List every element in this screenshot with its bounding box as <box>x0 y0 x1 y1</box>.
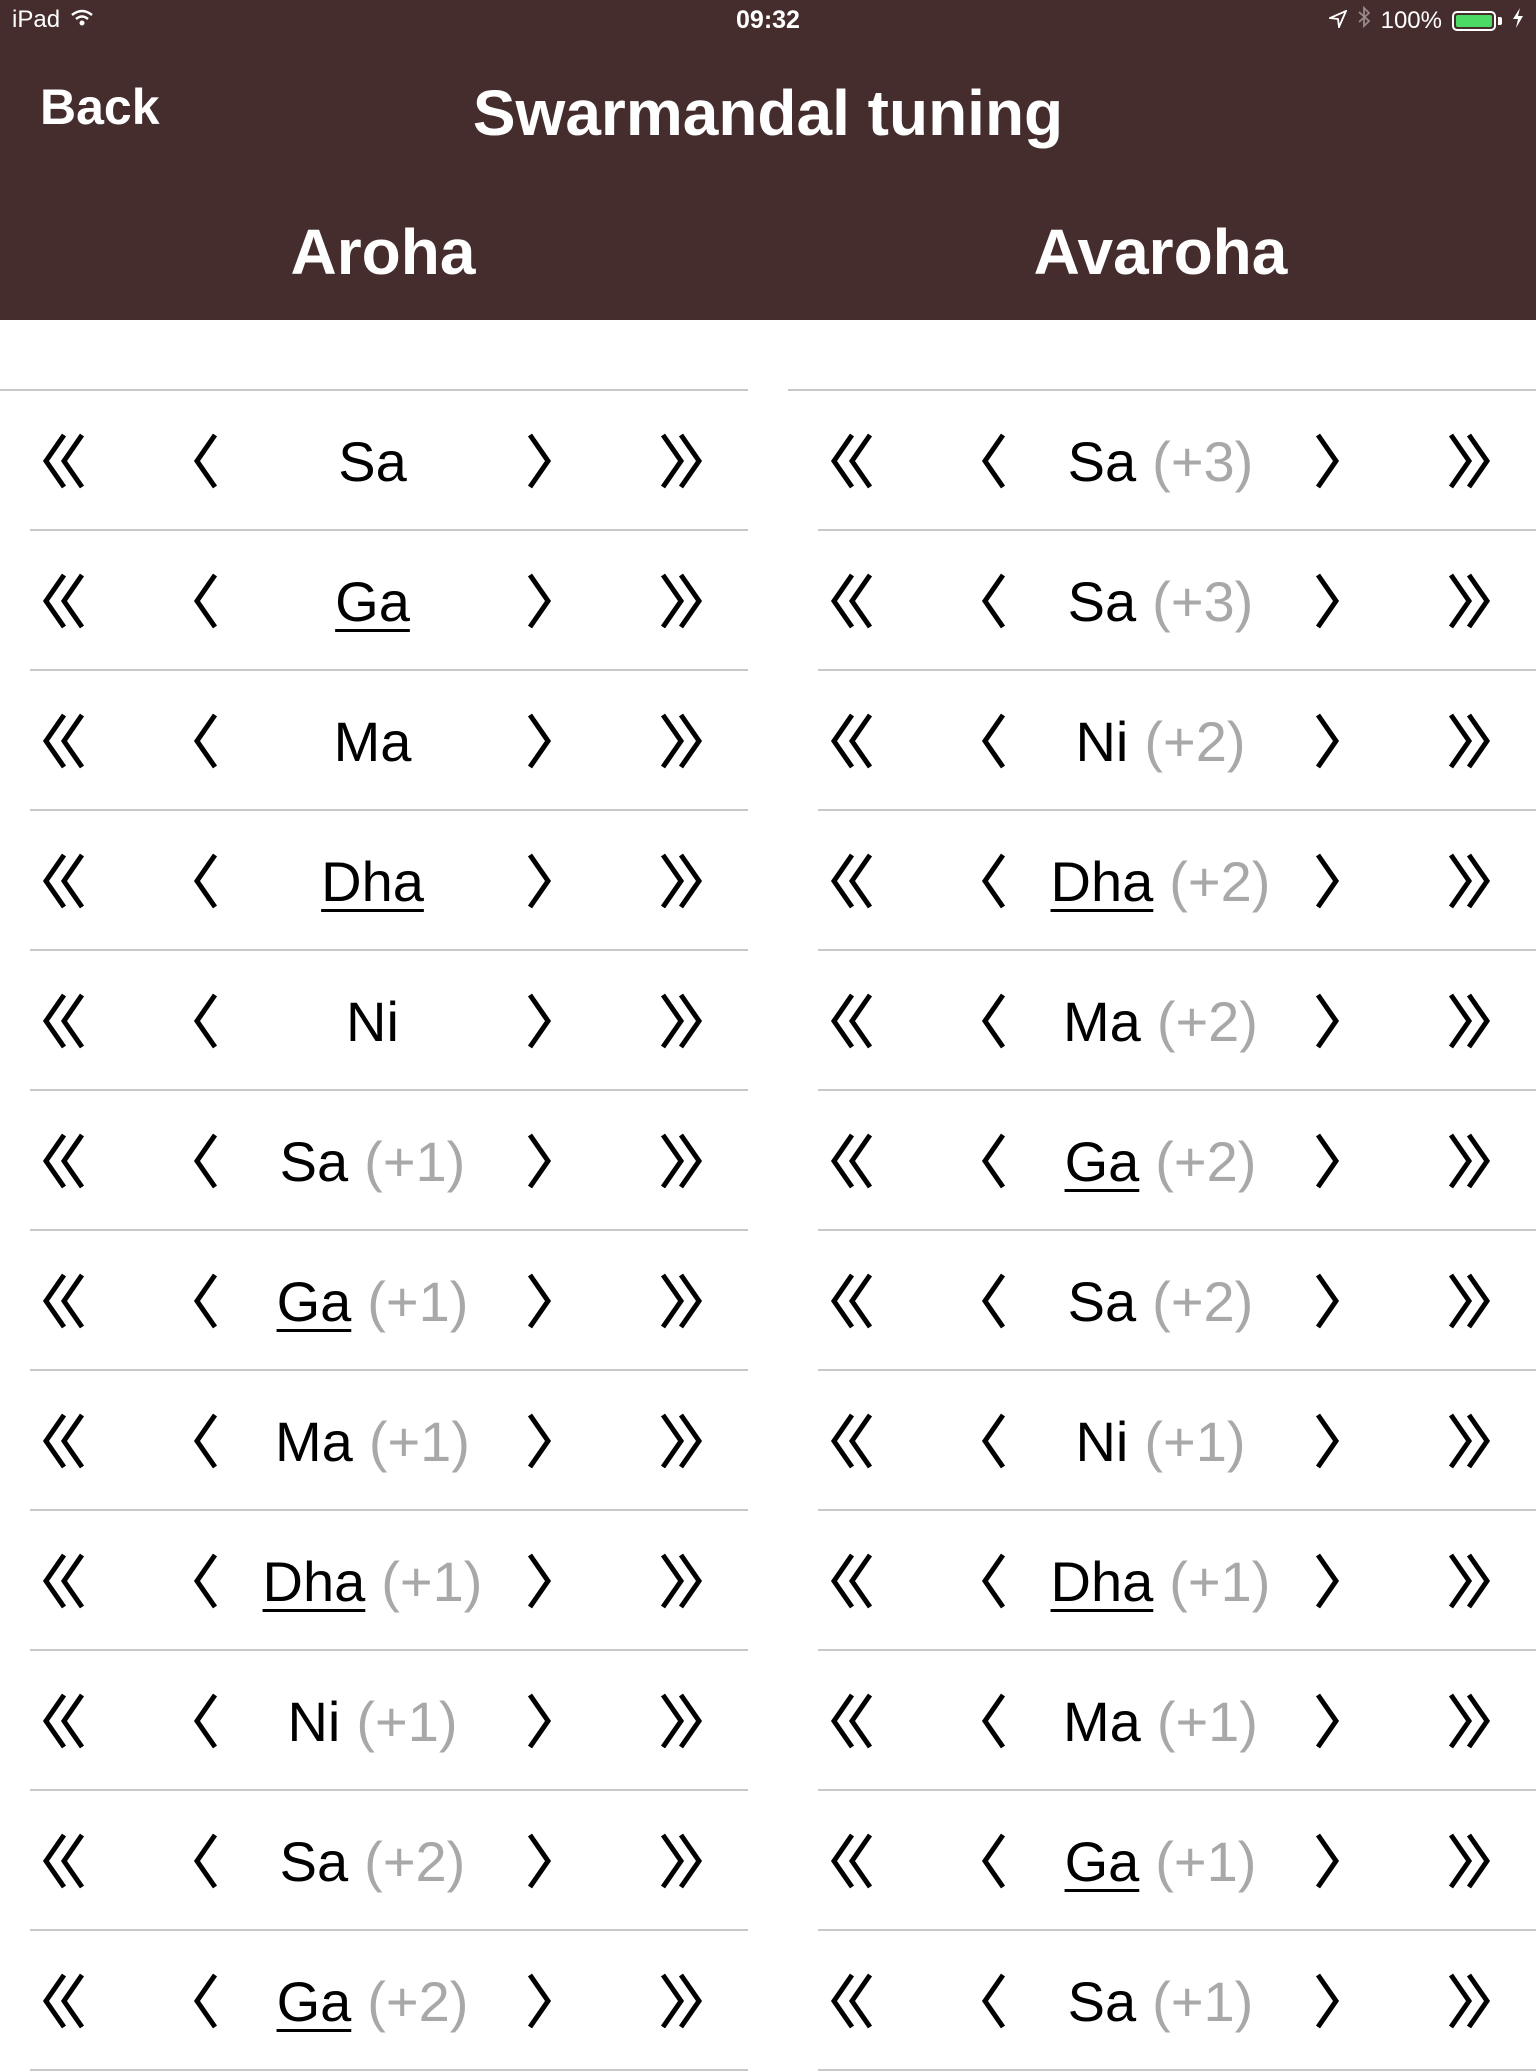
chevron-right-icon[interactable] <box>495 391 585 531</box>
note-name: Sa <box>1067 569 1137 633</box>
back-button[interactable]: Back <box>40 79 160 135</box>
aroha-row <box>0 391 748 531</box>
double-chevron-right-icon[interactable] <box>1423 811 1513 951</box>
double-chevron-left-icon[interactable] <box>808 671 898 811</box>
aroha-row <box>0 1931 748 2071</box>
chevron-left-icon[interactable] <box>948 811 1038 951</box>
avaroha-row <box>788 1511 1536 1651</box>
chevron-left-icon[interactable] <box>948 1371 1038 1511</box>
double-chevron-right-icon[interactable] <box>1423 531 1513 671</box>
chevron-left-icon[interactable] <box>948 951 1038 1091</box>
double-chevron-left-icon[interactable] <box>808 1651 898 1791</box>
chevron-right-icon[interactable] <box>1283 1651 1373 1791</box>
aroha-row <box>0 1371 748 1511</box>
double-chevron-right-icon[interactable] <box>635 531 725 671</box>
octave-shift: (+2) <box>1169 849 1271 913</box>
double-chevron-right-icon[interactable] <box>635 1371 725 1511</box>
note-label <box>1028 531 1293 671</box>
octave-shift: (+1) <box>1169 1549 1271 1613</box>
note-name: Sa <box>1067 1269 1137 1333</box>
status-time: 09:32 <box>736 6 800 34</box>
note-name: Sa <box>1067 1969 1137 2033</box>
octave-shift: (+1) <box>1144 1409 1246 1473</box>
chevron-left-icon[interactable] <box>160 1791 250 1931</box>
note-label <box>240 951 505 1091</box>
double-chevron-left-icon[interactable] <box>808 1091 898 1231</box>
double-chevron-left-icon[interactable] <box>20 1931 110 2071</box>
chevron-right-icon[interactable] <box>495 531 585 671</box>
double-chevron-right-icon[interactable] <box>635 811 725 951</box>
note-label <box>240 1931 505 2071</box>
octave-shift: (+2) <box>364 1829 466 1893</box>
chevron-right-icon[interactable] <box>495 1371 585 1511</box>
note-name: Dha <box>1050 1549 1154 1613</box>
note-label <box>1028 1231 1293 1371</box>
chevron-right-icon[interactable] <box>1283 391 1373 531</box>
double-chevron-right-icon[interactable] <box>1423 1371 1513 1511</box>
note-name: Ga <box>1064 1129 1140 1193</box>
note-name: Sa <box>1067 429 1137 493</box>
chevron-right-icon[interactable] <box>495 811 585 951</box>
note-label <box>240 1371 505 1511</box>
double-chevron-left-icon[interactable] <box>808 1231 898 1371</box>
octave-shift: (+1) <box>364 1129 466 1193</box>
octave-shift: (+1) <box>1156 1689 1258 1753</box>
chevron-right-icon[interactable] <box>1283 811 1373 951</box>
note-name: Dha <box>1050 849 1154 913</box>
double-chevron-right-icon[interactable] <box>635 391 725 531</box>
avaroha-row <box>788 1791 1536 1931</box>
double-chevron-right-icon[interactable] <box>635 1931 725 2071</box>
chevron-right-icon[interactable] <box>1283 1091 1373 1231</box>
note-label <box>240 391 505 531</box>
chevron-left-icon[interactable] <box>160 1651 250 1791</box>
battery-percent: 100% <box>1380 6 1442 34</box>
note-label <box>240 1091 505 1231</box>
note-name: Ma <box>275 1409 353 1473</box>
chevron-left-icon[interactable] <box>160 951 250 1091</box>
note-name: Ni <box>1075 1409 1129 1473</box>
double-chevron-right-icon[interactable] <box>1423 1511 1513 1651</box>
device-label: iPad <box>12 6 61 33</box>
aroha-row <box>0 531 748 671</box>
chevron-right-icon[interactable] <box>495 1651 585 1791</box>
chevron-left-icon[interactable] <box>948 1931 1038 2071</box>
double-chevron-left-icon[interactable] <box>808 811 898 951</box>
chevron-left-icon[interactable] <box>160 811 250 951</box>
octave-shift: (+2) <box>1156 989 1258 1053</box>
battery-tip <box>1498 17 1502 25</box>
avaroha-row <box>788 1651 1536 1791</box>
chevron-left-icon[interactable] <box>160 1091 250 1231</box>
double-chevron-right-icon[interactable] <box>1423 1791 1513 1931</box>
octave-shift: (+2) <box>1152 1269 1254 1333</box>
chevron-left-icon[interactable] <box>948 1791 1038 1931</box>
avaroha-row <box>788 1091 1536 1231</box>
chevron-left-icon[interactable] <box>160 531 250 671</box>
note-label <box>1028 1791 1293 1931</box>
chevron-left-icon[interactable] <box>948 1651 1038 1791</box>
note-label <box>240 1511 505 1651</box>
note-name: Ga <box>276 1269 352 1333</box>
double-chevron-left-icon[interactable] <box>20 671 110 811</box>
bluetooth-icon <box>1357 6 1371 35</box>
octave-shift: (+3) <box>1152 429 1254 493</box>
octave-shift: (+1) <box>368 1409 470 1473</box>
avaroha-header: Avaroha <box>1033 216 1288 288</box>
double-chevron-right-icon[interactable] <box>1423 1091 1513 1231</box>
chevron-left-icon[interactable] <box>948 1231 1038 1371</box>
chevron-left-icon[interactable] <box>948 1511 1038 1651</box>
double-chevron-right-icon[interactable] <box>635 1791 725 1931</box>
note-name: Ni <box>287 1689 341 1753</box>
note-name: Ni <box>1075 709 1129 773</box>
avaroha-row <box>788 1931 1536 2071</box>
status-bar-right <box>1329 6 1524 35</box>
chevron-right-icon[interactable] <box>1283 951 1373 1091</box>
chevron-right-icon[interactable] <box>1283 531 1373 671</box>
chevron-left-icon[interactable] <box>948 391 1038 531</box>
aroha-row <box>0 951 748 1091</box>
octave-shift: (+2) <box>367 1969 469 2033</box>
chevron-right-icon[interactable] <box>1283 1931 1373 2071</box>
double-chevron-left-icon[interactable] <box>808 1931 898 2071</box>
header-bar <box>0 0 1536 320</box>
note-label <box>1028 951 1293 1091</box>
double-chevron-right-icon[interactable] <box>635 951 725 1091</box>
double-chevron-right-icon[interactable] <box>635 1651 725 1791</box>
aroha-row <box>0 1231 748 1371</box>
battery-icon <box>1452 11 1496 31</box>
chevron-right-icon[interactable] <box>495 1511 585 1651</box>
aroha-row <box>0 1091 748 1231</box>
note-label <box>1028 1931 1293 2071</box>
double-chevron-left-icon[interactable] <box>20 1091 110 1231</box>
note-label <box>1028 811 1293 951</box>
note-name: Sa <box>279 1829 349 1893</box>
octave-shift: (+2) <box>1155 1129 1257 1193</box>
double-chevron-left-icon[interactable] <box>808 1791 898 1931</box>
note-name: Ma <box>333 709 412 773</box>
aroha-row <box>0 1651 748 1791</box>
note-name: Ni <box>346 989 399 1053</box>
chevron-right-icon[interactable] <box>495 671 585 811</box>
double-chevron-right-icon[interactable] <box>635 1511 725 1651</box>
note-name: Dha <box>262 1549 366 1613</box>
note-label <box>240 811 505 951</box>
avaroha-row <box>788 1231 1536 1371</box>
aroha-row <box>0 1511 748 1651</box>
octave-shift: (+1) <box>1155 1829 1257 1893</box>
chevron-left-icon[interactable] <box>160 1511 250 1651</box>
double-chevron-right-icon[interactable] <box>1423 1231 1513 1371</box>
note-label <box>240 1231 505 1371</box>
location-icon <box>1329 7 1347 35</box>
note-label <box>240 1651 505 1791</box>
double-chevron-right-icon[interactable] <box>1423 1931 1513 2071</box>
note-name: Sa <box>338 429 407 493</box>
avaroha-row <box>788 671 1536 811</box>
aroha-row <box>0 671 748 811</box>
double-chevron-left-icon[interactable] <box>808 1371 898 1511</box>
note-label <box>1028 1511 1293 1651</box>
note-label <box>240 1791 505 1931</box>
aroha-header: Aroha <box>290 216 476 288</box>
chevron-right-icon[interactable] <box>495 1931 585 2071</box>
note-label <box>1028 1371 1293 1511</box>
double-chevron-left-icon[interactable] <box>20 531 110 671</box>
double-chevron-left-icon[interactable] <box>808 1511 898 1651</box>
aroha-row <box>0 811 748 951</box>
chevron-right-icon[interactable] <box>1283 671 1373 811</box>
chevron-right-icon[interactable] <box>495 951 585 1091</box>
chevron-left-icon[interactable] <box>160 1931 250 2071</box>
chevron-left-icon[interactable] <box>160 671 250 811</box>
avaroha-row <box>788 951 1536 1091</box>
double-chevron-left-icon[interactable] <box>20 1371 110 1511</box>
double-chevron-right-icon[interactable] <box>635 671 725 811</box>
avaroha-row <box>788 811 1536 951</box>
note-label <box>1028 671 1293 811</box>
charging-icon <box>1512 7 1524 35</box>
octave-shift: (+3) <box>1152 569 1254 633</box>
chevron-left-icon[interactable] <box>160 1371 250 1511</box>
note-name: Dha <box>321 849 424 913</box>
double-chevron-left-icon[interactable] <box>20 1231 110 1371</box>
octave-shift: (+1) <box>381 1549 483 1613</box>
chevron-right-icon[interactable] <box>1283 1371 1373 1511</box>
double-chevron-left-icon[interactable] <box>808 391 898 531</box>
chevron-left-icon[interactable] <box>160 391 250 531</box>
aroha-row <box>0 1791 748 1931</box>
double-chevron-left-icon[interactable] <box>20 1651 110 1791</box>
note-label <box>1028 1651 1293 1791</box>
octave-shift: (+2) <box>1144 709 1246 773</box>
note-label <box>1028 1091 1293 1231</box>
double-chevron-right-icon[interactable] <box>635 1231 725 1371</box>
note-name: Ga <box>335 569 410 633</box>
octave-shift: (+1) <box>367 1269 469 1333</box>
double-chevron-left-icon[interactable] <box>20 951 110 1091</box>
double-chevron-right-icon[interactable] <box>1423 391 1513 531</box>
note-label <box>240 671 505 811</box>
double-chevron-left-icon[interactable] <box>808 531 898 671</box>
avaroha-row <box>788 531 1536 671</box>
octave-shift: (+1) <box>1152 1969 1254 2033</box>
chevron-left-icon[interactable] <box>948 1091 1038 1231</box>
page-title: Swarmandal tuning <box>472 77 1064 149</box>
double-chevron-left-icon[interactable] <box>20 811 110 951</box>
chevron-left-icon[interactable] <box>948 671 1038 811</box>
double-chevron-right-icon[interactable] <box>635 1091 725 1231</box>
double-chevron-right-icon[interactable] <box>1423 1651 1513 1791</box>
octave-shift: (+1) <box>356 1689 458 1753</box>
chevron-right-icon[interactable] <box>495 1091 585 1231</box>
note-name: Ga <box>1064 1829 1140 1893</box>
note-name: Sa <box>279 1129 349 1193</box>
note-label <box>240 531 505 671</box>
note-name: Ma <box>1063 989 1141 1053</box>
note-name: Ga <box>276 1969 352 2033</box>
avaroha-row <box>788 391 1536 531</box>
avaroha-row <box>788 1371 1536 1511</box>
double-chevron-left-icon[interactable] <box>20 391 110 531</box>
double-chevron-right-icon[interactable] <box>1423 671 1513 811</box>
double-chevron-right-icon[interactable] <box>1423 951 1513 1091</box>
note-name: Ma <box>1063 1689 1141 1753</box>
double-chevron-left-icon[interactable] <box>20 1791 110 1931</box>
chevron-right-icon[interactable] <box>1283 1791 1373 1931</box>
double-chevron-left-icon[interactable] <box>808 951 898 1091</box>
chevron-right-icon[interactable] <box>1283 1511 1373 1651</box>
chevron-left-icon[interactable] <box>948 531 1038 671</box>
chevron-left-icon[interactable] <box>160 1231 250 1371</box>
note-label <box>1028 391 1293 531</box>
chevron-right-icon[interactable] <box>495 1231 585 1371</box>
chevron-right-icon[interactable] <box>495 1791 585 1931</box>
chevron-right-icon[interactable] <box>1283 1231 1373 1371</box>
double-chevron-left-icon[interactable] <box>20 1511 110 1651</box>
